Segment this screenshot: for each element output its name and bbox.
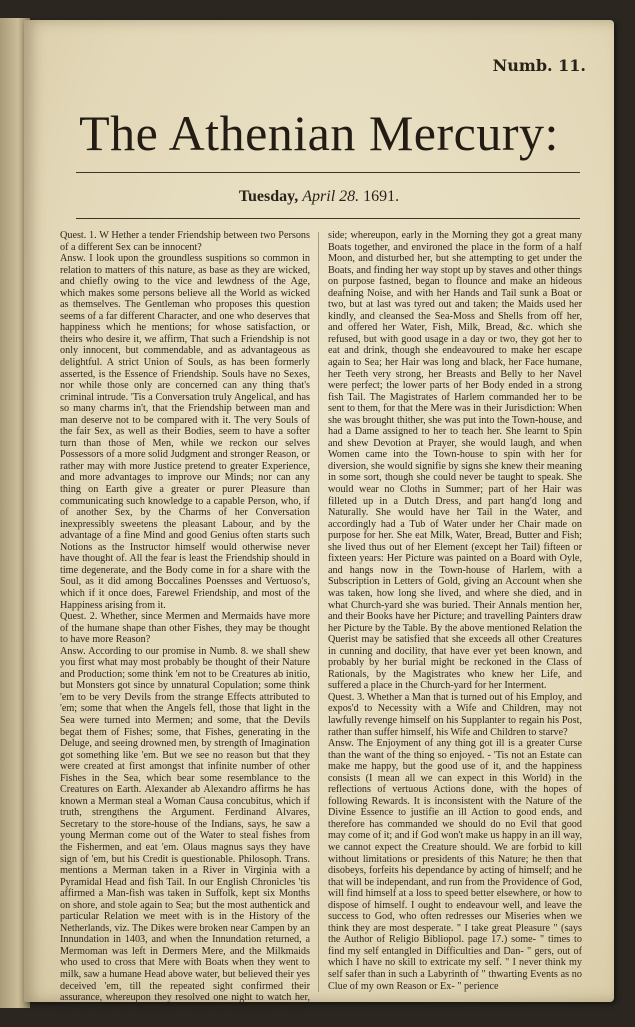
answer-2-continued: side; whereupon, early in the Morning they got a great many Boats together, and environed the place in the form of a half Moon, and disturbed her, but she attempting to get under the Boats, and finding her way stopt up by staves and other things on purpose fastned, began to flounce and make an hideous deafning Noise, and with her Hands and Tail sunk a Boat or two, but at last was tyred out and taken; the Maids used her kindly, and cleansed the Sea-Moss and Shells from off her, and offered her Water, Fish, Milk, Bread, &c. which she refused, but with good usage in a day or two, they got her to eat and drink, though she endeavoured to make her escape again to Sea; her Hair was long and black, her Face humane, her Teeth very strong, her Breasts and Belly to her Navel were perfect; the lower parts of her Body ended in a strong fish Tail. The Magistrates of Harlem commanded her to be sent to them, for that the Mere was in their Jurisdiction: When she was brought thither, she was put into the Town-house, and had a Dame assigned to her to teach her. She learnt to Spin and shew Devotion at Prayer, she would laugh, and when Women came into the Town-house to spin with her for diversion, she would signifie by signs she knew their meaning in some sort, though she could never be taught to speak. She would wear no Cloths in Summer; part of her Hair was filleted up in a Dutch Dress, and part hang'd long and Naturally. She would have her Tail in the Water, and accordingly had a Tub of Water under her Chair made on purpose for her. She eat Milk, Water, Bread, Butter and Fish; she lived thus out of her Element (except her Tail) fifteen or fixteen years: Her Picture was painted on a Board with Oyle, and hangs now in the Town-house of Harlem, with a Subscription in Letters of Gold, giving an Account when she was taken, how long she lived, and where she died, and in what Church-yard she was buried. Their Annals mention her, and their Books have her Picture; and travelling Painters draw her Picture by the Table. By the above mentioned Relation the Querist may be satisfied that she exceeds all other Creatures in cunning and docility, that have ever yet been known, and probably by her burial might be reckoned in the Class of Rationals, by the Magistrates who knew her Life, and suffered a place in the Church-yard for her Interment. — [328, 230, 582, 692]
issue-number: Numb. 11. — [492, 56, 586, 75]
newspaper-page — [24, 20, 614, 1027]
date-month-day: April 28. — [302, 188, 360, 205]
issue-date — [24, 188, 614, 206]
question-3: Quest. 3. Whether a Man that is turned out of his Employ, and expos'd to Necessity with a Wife and Children, may not lawfully revenge himself on his Supplanter to regain his Post, rather than suffer himself, his Wife and Children to starve? — [328, 691, 582, 738]
date-year: 1691. — [363, 188, 400, 205]
date-day: Tuesday, — [238, 188, 299, 205]
answer-2: Answ. According to our promise in Numb. 8. we shall shew you first what may most probably be thought of their Nature and Production; some think 'em not to be Creatures ab initio, but Monsters got since by unnatural Copulation; some think 'em to be very Devils from the strange Effects attributed to 'em; some that when the Angels fell, those that light in the Sea were turned into Mermen; and some, that the Devils begat them of Fishes; some, that Fishes, generating in the Deluge, and seeing drowned men, by strength of Imagination got something like 'em. But we see no reason but that they were created at first amongst that infinite number of other Fishes in the Sea, which bear some resemblance to the Creatures on Earth. Alexander ab Alexandro affirms he has known a Merman steal a Woman Causa concubitus, which if truth, strengthens the Argument. Ferdinand Alvares, Secretary to the store-house of the Indians, says, he saw a young Merman come out of the Water to steal fishes from the Fishermen, and eat 'em. Olaus magnus says they have sign of 'em, but his Credit is questionable. Philosoph. Trans. mentions a Merman taken in a River in Virginia with a Pyramidal Head and fish Tail. In our English Chronicles 'tis affirmed a Man-fish was taken in Suffolk, kept six Months on shore, and stole again to Sea; but the most authentick and particular Relation we meet with is in the History of the Netherlands, viz. The Dikes were broken near Campen by an Innundation in 1403, and when the Innundation returned, a Mermoman was left in Dermers Mere, and the Milkmaids who used to cross that Mere with Boats when they went to milk, saw a humane Head above water, but believed their yes deceived 'em, till the repeated sight confirmed their assurance, whereupon they resolved one night to watch her, and saw that she repaired to a Seggy or flaggy place, where it was ebb and near the — [60, 645, 310, 1027]
question-2: Quest. 2. Whether, since Mermen and Mermaids have more of the humane shape than other Fishes, they may be thought to have more Reason? — [60, 611, 310, 646]
masthead-title: The Athenian Mercury: — [79, 105, 559, 161]
question-1: Quest. 1. W Hether a tender Friendship between two Persons of a different Sex can be innocent? — [60, 230, 310, 253]
column-divider — [318, 232, 319, 992]
left-column — [60, 230, 310, 1027]
answer-1: Answ. I look upon the groundless suspitions so common in relation to matters of this nature, as base as they are wicked, and chiefly owing to the vice and lewdness of the Age, which makes some persons believe all the World as wicked as themselves. The Gentleman who proposes this question seems of a far different Character, and one who deserves that happiness which he mentions; for whose satisfaction, or theirs who desire it, we affirm, That such a Friendship is not only innocent, but commendable, and as advantageous as delightful. A strict Union of Souls, as has been formerly asserted, is the Essence of Friendship. Souls have no Sexes, nor while those only are concerned can any thing that's criminal intrude. 'Tis a Conversation truly Angelical, and has so many charms in't, that the Friendship between man and man deserve not to be compared with it. The very Souls of the fair Sex, as well as their Bodies, seem to have a softer turn than those of Men, while we reckon our selves Possessors of a more solid Judgment and stronger Reason, or rather may with more Justice pretend to greater Experience, and more advantages to improve our Minds; nor can any thing on Earth give a greater or purer Pleasure than communicating such knowledge to a capable Person, who, if of another Sex, by the Charms of her Conversation inexpressibly sweetens the pleasant Labour, and by the advantage of a fine Mind and good Genius often starts such Notions as the Instructor himself would otherwise never have thought of. All the fear is least the Friendship should in time degenerate, and the Body come in for a share with the Soul, as it did among Boccalines Poensses and Vertuoso's, which if it once does, Farewel Friendship, and most of the Happiness arising from it. — [60, 253, 310, 611]
masthead-rule-bottom — [76, 218, 580, 219]
masthead-rule-top — [76, 172, 580, 173]
answer-3: Answ. The Enjoyment of any thing got ill is a greater Curse than the want of the thing so enjoyed. - 'Tis not an Estate can make me happy, but the good use of it, and the happiness consists (I mean all we can expect in this World) in the reflections of vertuous Actions done, with the hopes of following Rewards. It is inconsistent with the Nature of the Divine Essence to justifie an ill Action to good ends, and therefore has commanded we should do no Evil that good may come of it; and if God won't make us happy in an ill way, we cannot expect the Creature should. We are forbid to kill without limitations or presidents of this Nature; he then that disobeys, forfeits his dependance by acting of himself; and he that will be independant, and run from the Providence of God, will find himself at a loss to speed better elsewhere, or how to dispose of himself. I ought to endeavour well, and leave the success to God, who often redresses our Miseries when we think they are most desperate. " I take great Pleasure " (says the Author of Religio Bibliopol. page 17.) some- " times to find my self entangled in Difficulties and Dan- " gers, out of which I have no skill to extricate my self. " I never think my self safer than in such a Labyrinth of " thwarting Events as no Clue of my own Reason or Ex- " perience — [328, 738, 582, 992]
right-column — [328, 230, 582, 1000]
